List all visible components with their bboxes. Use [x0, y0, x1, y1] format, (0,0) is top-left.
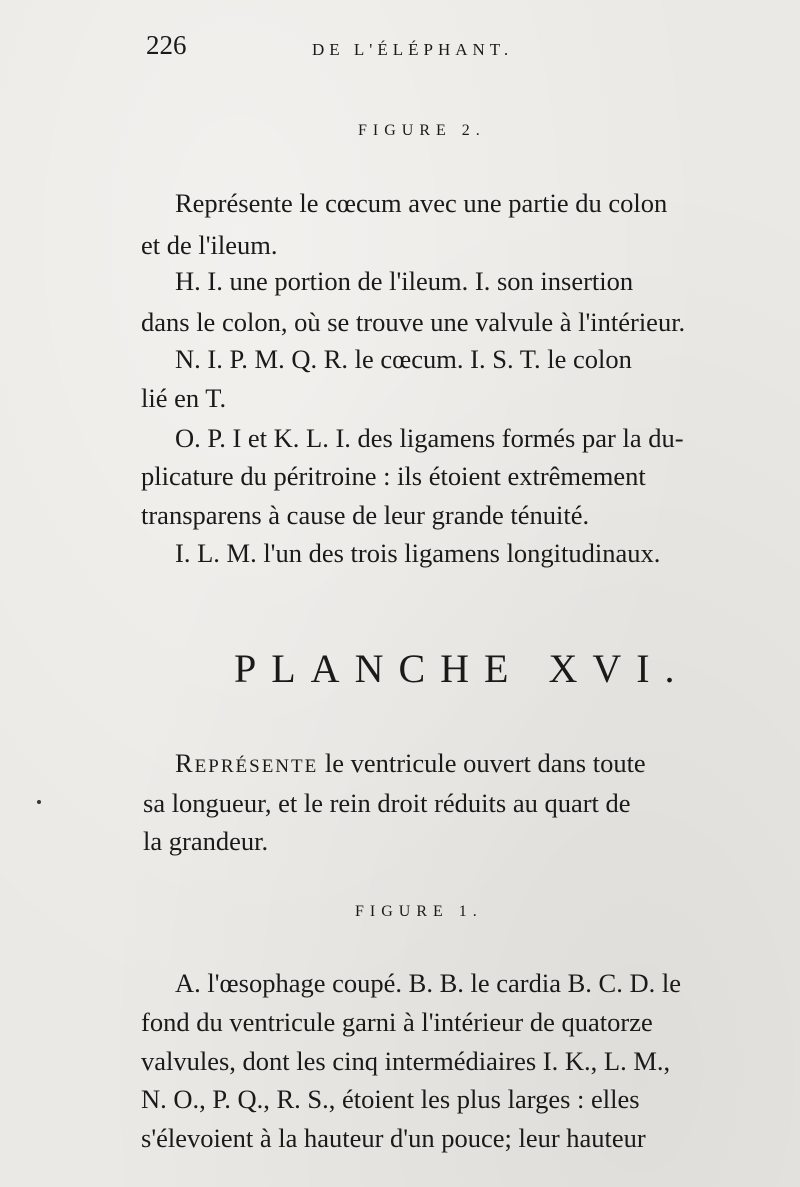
text-line: fond du ventricule garni à l'intérieur de quatorze	[141, 1007, 653, 1037]
text-line	[175, 750, 646, 777]
figure-2-heading: FIGURE 2.	[358, 122, 486, 139]
text-line: Représente le cœcum avec une partie du colon	[175, 188, 668, 218]
text-line: O. P. I et K. L. I. des ligamens formés par la du-	[175, 423, 684, 453]
figure-1-heading: FIGURE 1.	[355, 903, 483, 920]
text-line: transparens à cause de leur grande ténuité.	[141, 500, 590, 530]
lead-word: Représente	[175, 748, 319, 778]
text-line: lié en T.	[141, 383, 227, 413]
page-number: 226	[146, 30, 187, 60]
page-header	[146, 30, 596, 66]
ink-speck	[37, 800, 41, 804]
text-line: H. I. une portion de l'ileum. I. son insertion	[175, 266, 634, 296]
text-line: N. O., P. Q., R. S., étoient les plus larges : elles	[141, 1084, 640, 1114]
text-line: dans le colon, où se trouve une valvule à l'intérieur.	[141, 307, 686, 337]
running-title: DE L'ÉLÉPHANT.	[312, 40, 514, 59]
plate-heading: PLANCHE XVI.	[234, 646, 690, 691]
text-line: I. L. M. l'un des trois ligamens longitudinaux.	[175, 538, 661, 568]
text-line: sa longueur, et le rein droit réduits au quart de	[143, 788, 631, 818]
text-line: A. l'œsophage coupé. B. B. le cardia B. C. D. le	[175, 968, 681, 998]
text-line: valvules, dont les cinq intermédiaires I. K., L. M.,	[141, 1046, 671, 1076]
line-rest: le ventricule ouvert dans toute	[324, 748, 646, 778]
text-line: et de l'ileum.	[141, 230, 278, 260]
text-line: la grandeur.	[143, 826, 269, 856]
text-line: plicature du péritroine : ils étoient extrêmement	[141, 461, 646, 491]
text-line: N. I. P. M. Q. R. le cœcum. I. S. T. le colon	[175, 344, 632, 374]
text-line: s'élevoient à la hauteur d'un pouce; leur hauteur	[141, 1123, 646, 1153]
